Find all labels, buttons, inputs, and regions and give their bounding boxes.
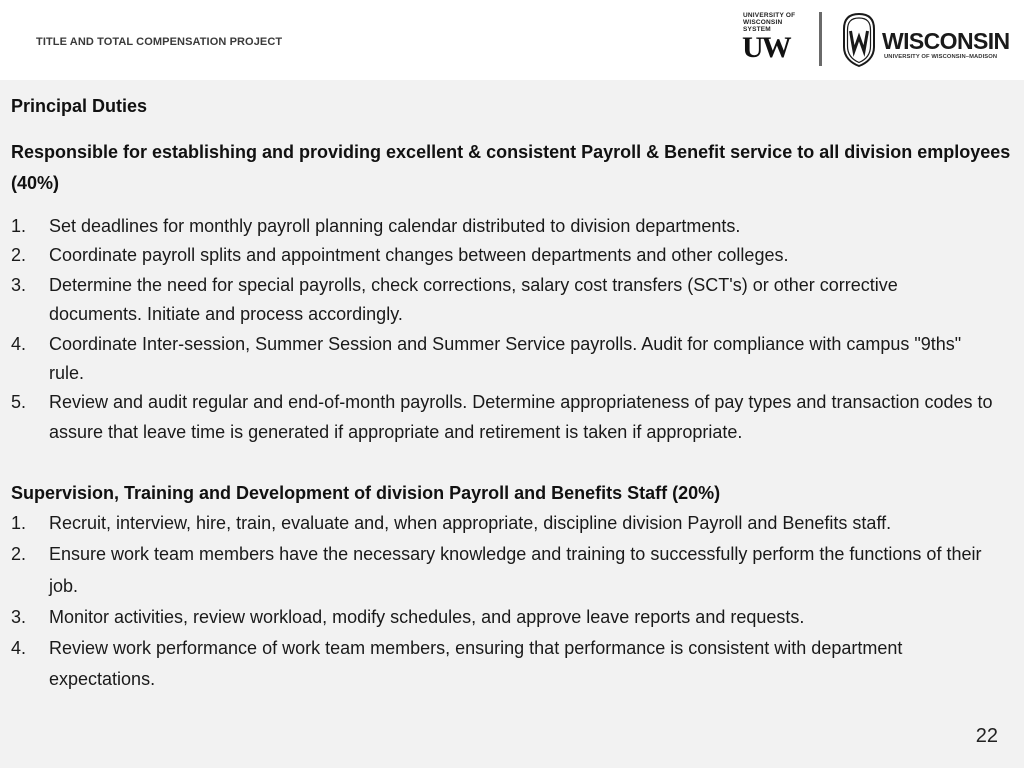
wisconsin-subtitle: UNIVERSITY OF WISCONSIN–MADISON [884, 54, 998, 60]
uw-system-logo [740, 12, 802, 66]
group2-heading: Supervision, Training and Development of division Payroll and Benefits Staff (20%) [11, 483, 721, 503]
list-item [0, 388, 1024, 447]
uw-system-logo-line1: UNIVERSITY OF [743, 12, 796, 19]
list-item-number: 4. [11, 333, 27, 354]
list-item [0, 212, 1024, 241]
uw-system-logo-mark: UW [742, 31, 790, 64]
list-item-number: 1. [11, 216, 27, 236]
list-item-text: Coordinate payroll splits and appointment changes between departments and other colleges. [49, 245, 789, 266]
list-item-text: Coordinate Inter-session, Summer Session and Summer Service payrolls. Audit for compliance with campus "9ths" rule. [49, 333, 962, 384]
uw-system-logo-line2: WISCONSIN SYSTEM [743, 19, 783, 33]
list-item [0, 330, 1024, 389]
list-item-number: 2. [11, 544, 27, 565]
logo-divider [819, 12, 822, 66]
list-item [0, 241, 1024, 270]
list-item-number: 3. [11, 606, 27, 627]
list-item-text: Monitor activities, review workload, modify schedules, and approve leave reports and requests. [49, 606, 805, 627]
list-item-number: 1. [11, 513, 27, 533]
wisconsin-wordmark: WISCONSIN [882, 28, 1010, 54]
list-item-number: 3. [11, 274, 27, 295]
group1-heading: Responsible for establishing and providing excellent & consistent Payroll & Benefit service to all division employees (40%) [11, 142, 1011, 193]
group2-list [0, 508, 1024, 696]
list-item-number: 5. [11, 392, 27, 413]
page-number: 22 [975, 725, 998, 747]
list-item-number: 4. [11, 638, 27, 659]
uw-crest-icon [841, 13, 877, 67]
list-item-number: 2. [11, 245, 27, 266]
section-title: Principal Duties [11, 96, 148, 116]
group1-list [0, 212, 1024, 447]
list-item-text: Review work performance of work team members, ensuring that performance is consistent with department expectations. [49, 638, 903, 690]
list-item-text: Determine the need for special payrolls, check corrections, salary cost transfers (SCT's) or other corrective documents. Initiate and process accordingly. [49, 274, 898, 325]
header-title: TITLE AND TOTAL COMPENSATION PROJECT [36, 36, 283, 48]
list-item [0, 602, 1024, 633]
list-item-text: Recruit, interview, hire, train, evaluate and, when appropriate, discipline division Payroll and Benefits staff. [49, 513, 892, 533]
slide-content [0, 80, 1024, 768]
list-item [0, 633, 1024, 696]
list-item [0, 539, 1024, 602]
list-item-text: Set deadlines for monthly payroll planning calendar distributed to division departments. [49, 216, 741, 236]
list-item [0, 508, 1024, 539]
list-item-text: Review and audit regular and end-of-month payrolls. Determine appropriateness of pay types and transaction codes to assure that leave time is generated if appropriate and retirement is taken if appropriate. [49, 392, 993, 442]
list-item [0, 271, 1024, 330]
list-item-text: Ensure work team members have the necessary knowledge and training to successfully perform the functions of their job. [49, 544, 982, 596]
slide-header [0, 0, 1024, 80]
